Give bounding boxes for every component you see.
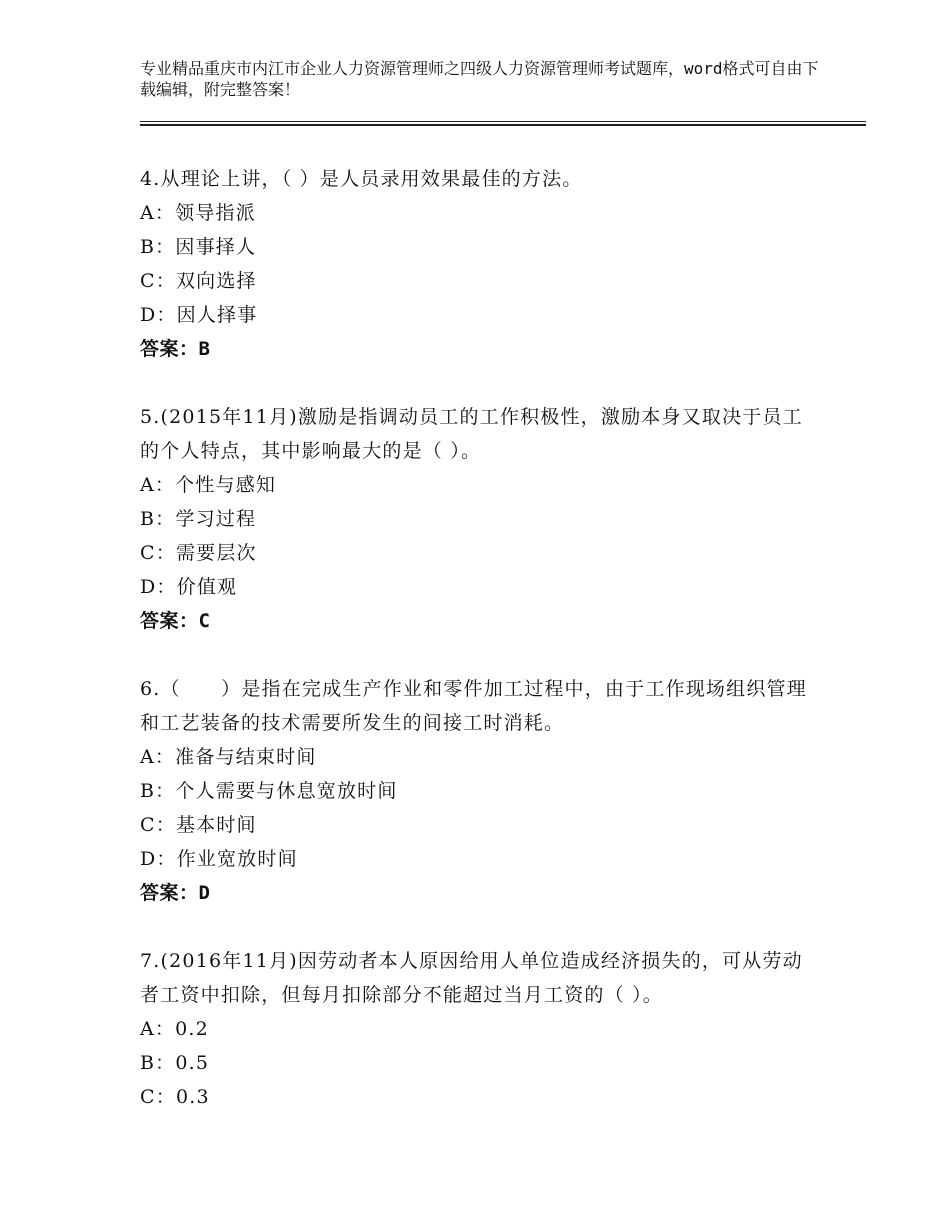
question-7 bbox=[140, 944, 820, 1114]
question-stem: 6.（ ）是指在完成生产作业和零件加工过程中，由于工作现场组织管理和工艺装备的技术需要所发生的间接工时消耗。 bbox=[140, 678, 807, 734]
option-a: A：准备与结束时间 bbox=[140, 746, 317, 768]
answer-line: 答案：C bbox=[140, 610, 211, 632]
answer-line: 答案：B bbox=[140, 338, 211, 360]
header-rule-thick bbox=[140, 124, 866, 126]
question-list bbox=[140, 162, 820, 1148]
question-stem: 5.(2015年11月)激励是指调动员工的工作积极性，激励本身又取决于员工的个人特点，其中影响最大的是（ ）。 bbox=[140, 406, 803, 462]
option-b: B：学习过程 bbox=[140, 508, 257, 530]
document-header: 专业精品重庆市内江市企业人力资源管理师之四级人力资源管理师考试题库，word格式可自由下载编辑，附完整答案！ bbox=[140, 59, 819, 99]
option-c: C：0.3 bbox=[140, 1086, 210, 1108]
question-5 bbox=[140, 400, 820, 638]
option-c: C：双向选择 bbox=[140, 270, 257, 292]
option-b: B：因事择人 bbox=[140, 236, 257, 258]
question-stem: 4.从理论上讲，（ ）是人员录用效果最佳的方法。 bbox=[140, 168, 583, 190]
question-stem: 7.(2016年11月)因劳动者本人原因给用人单位造成经济损失的，可从劳动者工资中扣除，但每月扣除部分不能超过当月工资的（ ）。 bbox=[140, 950, 803, 1006]
option-a: A：个性与感知 bbox=[140, 474, 277, 496]
option-b: B：个人需要与休息宽放时间 bbox=[140, 780, 398, 802]
option-c: C：需要层次 bbox=[140, 542, 257, 564]
option-d: D：价值观 bbox=[140, 576, 238, 598]
header-rule-thin bbox=[140, 121, 866, 122]
question-4 bbox=[140, 162, 820, 366]
option-a: A：领导指派 bbox=[140, 202, 256, 224]
option-d: D：作业宽放时间 bbox=[140, 848, 298, 870]
option-b: B：0.5 bbox=[140, 1052, 210, 1074]
option-d: D：因人择事 bbox=[140, 304, 258, 326]
option-a: A：0.2 bbox=[140, 1018, 209, 1040]
option-c: C：基本时间 bbox=[140, 814, 257, 836]
answer-line: 答案：D bbox=[140, 882, 211, 904]
question-6 bbox=[140, 672, 820, 910]
